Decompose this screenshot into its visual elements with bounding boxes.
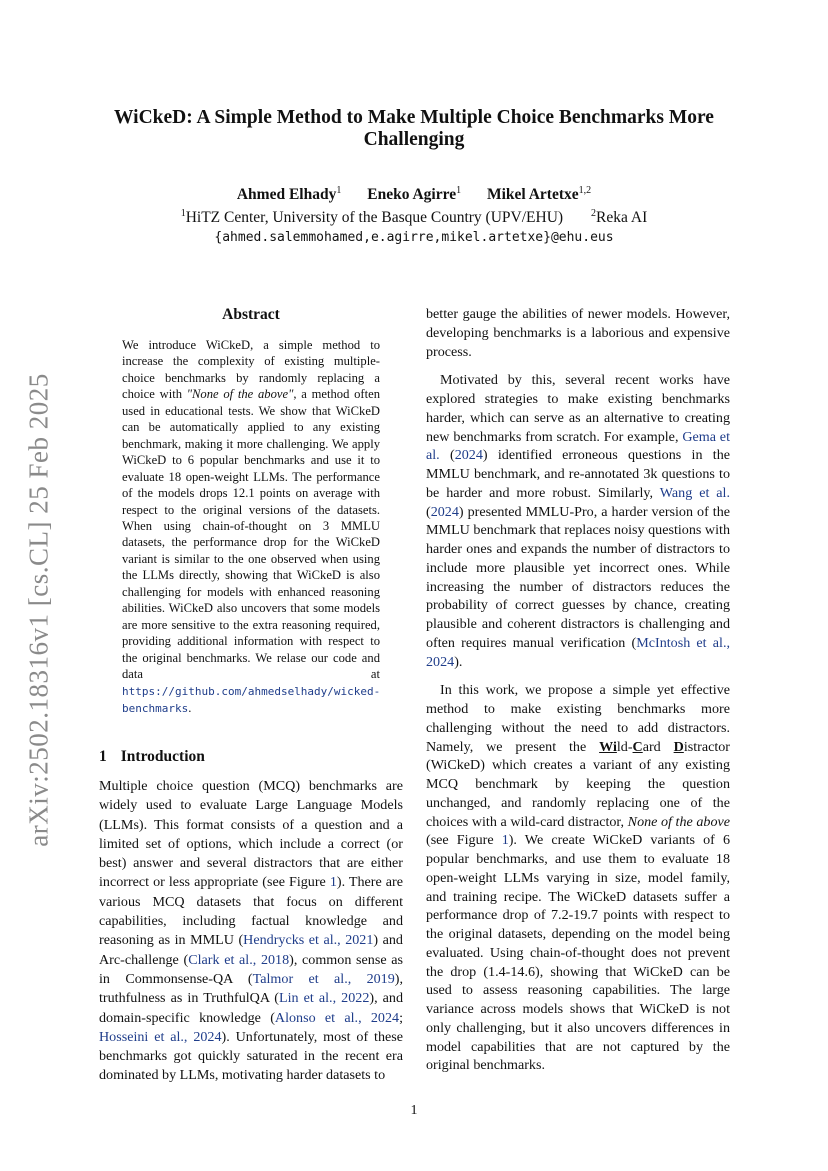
citation-link[interactable]: Clark et al., 2018 — [188, 951, 290, 968]
abstract-text: We introduce WiCkeD, a simple method to increase the complexity of existing multiple-choice benchmarks by randomly replacing a choice with "None of the above", a method often used in educational tests. We show that WiCkeD can be automatically applied to any existing benchmark, making it more challenging. We apply WiCkeD to 6 popular benchmarks and use it to evaluate 18 open-weight LLMs. The performance of the models drops 12.1 points on average with respect to the original versions of the datasets. When using chain-of-thought on 3 MMLU datasets, the performance drop for the WiCkeD variant is similar to the one observed when using the LLMs directly, showing that WiCkeD is also challenging for models with enhanced reasoning abilities. WiCkeD also uncovers that some models are more sensitive to the extra reasoning required, providing additional information with respect to the original benchmarks. We relase our code and data at https://github.com/ahmedselhady/wicked-benchmarks. — [122, 338, 381, 715]
affiliations: $^1$HiTZ Center, University of the Basque Country (UPV/EHU) $^2$Reka AI — [180, 208, 648, 227]
citation-link[interactable]: Wang et al. — [659, 484, 730, 501]
author: Mikel Artetxe$^{1,2}$ — [486, 185, 592, 204]
intro-paragraph: Motivated by this, several recent works have explored strategies to make existing benchmarks harder, which can serve as an alternative to creating new benchmarks from scratch. For example, Gema et al. (2024) identified erroneous questions in the MMLU benchmark, and re-annotated 3k questions to be harder and more robust. Similarly, Wang et al. (2024) presented MMLU-Pro, a harder version of the MMLU benchmark that replaces noisy questions with harder ones and expands the number of distractors to include more plausible yet incorrect ones. While increasing the number of distractors reduces the probability of correct guesses by chance, creating plausible and coherent distractors is challenging and often requires manual verification (McIntosh et al., 2024). — [426, 372, 731, 670]
author: Ahmed Elhady$^1$ — [236, 185, 342, 204]
paper-title: WiCkeD: A Simple Method to Make Multiple Choice Benchmarks More Challenging — [114, 107, 714, 150]
author-list — [90, 185, 738, 204]
figure-ref[interactable]: 1 — [501, 832, 509, 849]
right-column — [426, 305, 730, 1075]
author-emails: {ahmed.salemmohamed,e.agirre,mikel.artetxe}@ehu.eus — [214, 230, 614, 245]
section-heading-introduction: 1 Introduction — [99, 748, 205, 765]
citation-year-link[interactable]: 2024 — [430, 503, 459, 520]
citation-link[interactable]: McIntosh et al., 2024 — [426, 634, 730, 670]
citation-link[interactable]: Talmor et al., 2019 — [252, 970, 395, 987]
figure-ref[interactable]: 1 — [329, 874, 337, 891]
abstract-heading: Abstract — [222, 306, 280, 323]
page-number: 1 — [410, 1103, 418, 1118]
citation-link[interactable]: Hendrycks et al., 2021 — [243, 932, 374, 949]
code-link[interactable]: https://github.com/ahmedselhady/wicked-benchmarks — [122, 684, 381, 715]
citation-link[interactable]: Gema et al. — [426, 428, 730, 464]
author: Eneko Agirre$^1$ — [367, 185, 462, 204]
citation-link[interactable]: Lin et al., 2022 — [279, 990, 370, 1007]
citation-link[interactable]: Alonso et al., 2024 — [274, 1009, 400, 1026]
intro-paragraph: In this work, we propose a simple yet effective method to make existing benchmarks more challenging without the need to add distractors. Namely, we present the Wild-Card Distractor (WiCkeD) which creates a variant of any existing MCQ benchmark by keeping the question unchanged, and randomly replacing one of the choices with a wild-card distractor, None of the above (see Figure 1). We create WiCkeD variants of 6 popular benchmarks, and use them to evaluate 18 open-weight LLMs varying in size, model family, and training recipe. The WiCkeD datasets suffer a performance drop of 7.2-19.7 points with respect to the original datasets, depending on the model being evaluated. Using chain-of-thought does not prevent the drop (1.4-14.6), showing that WiCkeD can be used to assess reasoning capabilities. The large variance across models shows that WiCkeD is not only challenging, but it also uncovers differences in model capabilities that are not captured by the original benchmarks. — [426, 682, 730, 1074]
citation-year-link[interactable]: 2024 — [454, 447, 483, 464]
intro-paragraph: better gauge the abilities of newer models. However, developing benchmarks is a laborious and expensive process. — [426, 306, 730, 360]
citation-link[interactable]: Hosseini et al., 2024 — [99, 1028, 222, 1045]
intro-paragraph-left: Multiple choice question (MCQ) benchmarks are widely used to evaluate Large Language Models (LLMs). This format consists of a question and a limited set of options, which include a correct (or best) answer and several distractors that are either incorrect or less appropriate (see Figure 1). There are various MCQ datasets that focus on different capabilities, including factual knowledge and reasoning as in MMLU (Hendrycks et al., 2021) and Arc-challenge (Clark et al., 2018), common sense as in Commonsense-QA (Talmor et al., 2019), truthfulness as in TruthfulQA (Lin et al., 2022), and domain-specific knowledge (Alonso et al., 2024; Hosseini et al., 2024). Unfortunately, most of these benchmarks got quickly saturated in the recent era dominated by LLMs, motivating harder datasets to — [99, 778, 404, 1084]
arxiv-watermark: arXiv:2502.18316v1 [cs.CL] 25 Feb 2025 — [23, 373, 54, 847]
